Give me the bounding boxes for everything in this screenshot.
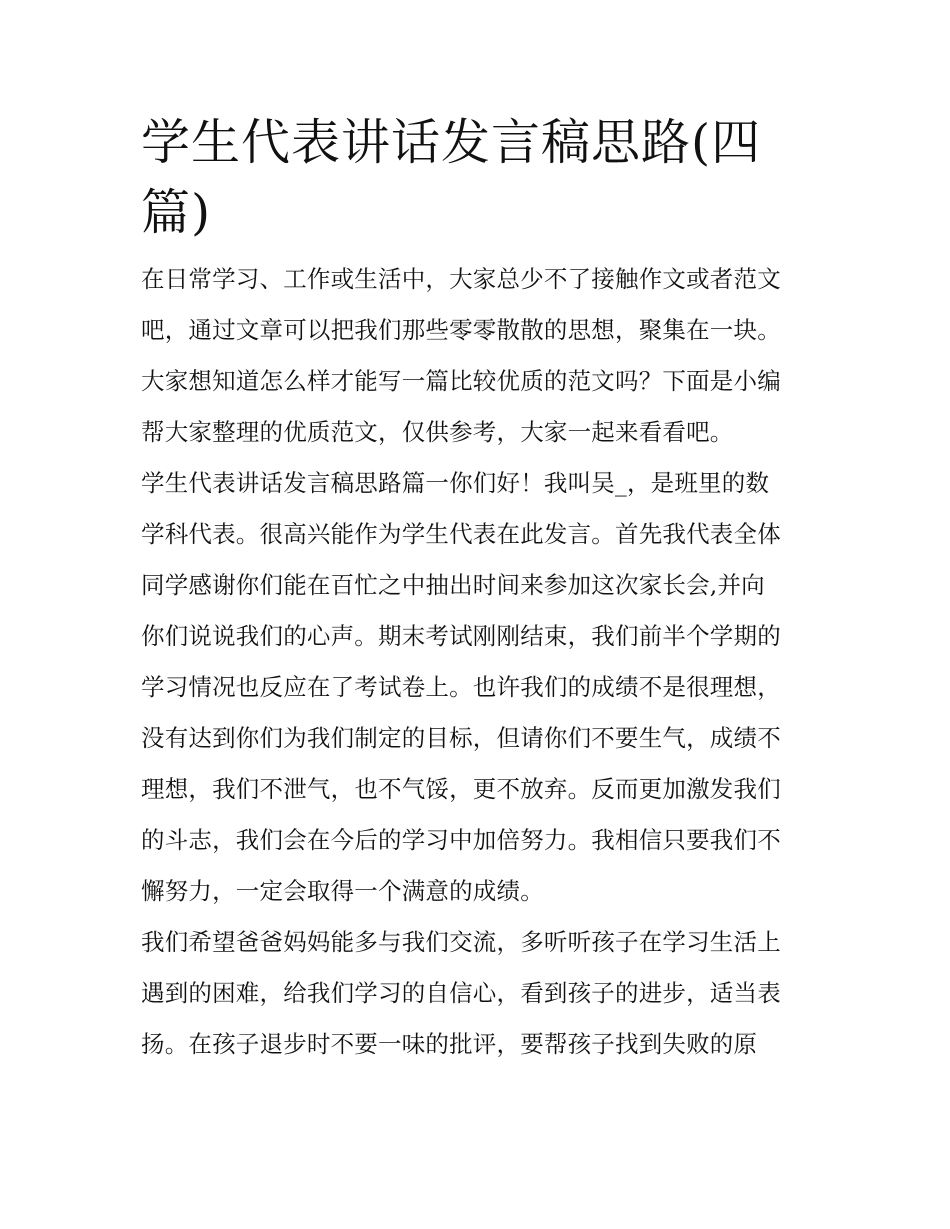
text-line: 理想，我们不泄气，也不气馁，更不放弃。反而更加激发我们 [141, 775, 781, 803]
document-title [141, 108, 813, 254]
text-line: 同学感谢你们能在百忙之中抽出时间来参加这次家长会,并向 [141, 571, 765, 599]
text-line: 的斗志，我们会在今后的学习中加倍努力。我相信只要我们不 [141, 826, 781, 854]
intro-paragraph [141, 254, 813, 458]
text-line: 大家想知道怎么样才能写一篇比较优质的范文吗？下面是小编 [141, 367, 781, 395]
speech-paragraph-1 [141, 458, 813, 917]
text-line: 遇到的困难，给我们学习的自信心，看到孩子的进步，适当表 [141, 979, 781, 1007]
text-line: 懈努力，一定会取得一个满意的成绩。 [141, 877, 544, 905]
document-body [141, 108, 813, 1070]
text-line: 在日常学习、工作或生活中，大家总少不了接触作文或者范文 [141, 265, 781, 293]
text-line: 学习情况也反应在了考试卷上。也许我们的成绩不是很理想， [141, 673, 781, 701]
text-line: 你们说说我们的心声。期末考试刚刚结束，我们前半个学期的 [141, 622, 781, 650]
text-line: 我们希望爸爸妈妈能多与我们交流，多听听孩子在学习生活上 [141, 928, 781, 956]
text-line: 学科代表。很高兴能作为学生代表在此发言。首先我代表全体 [141, 520, 781, 548]
text-line: 没有达到你们为我们制定的目标，但请你们不要生气，成绩不 [141, 724, 781, 752]
title-line: 篇) [141, 184, 212, 241]
text-line: 扬。在孩子退步时不要一味的批评，要帮孩子找到失败的原 [141, 1030, 758, 1058]
title-line: 学生代表讲话发言稿思路(四 [141, 114, 762, 171]
text-line: 吧，通过文章可以把我们那些零零散散的思想，聚集在一块。 [141, 316, 781, 344]
speech-paragraph-2 [141, 917, 813, 1070]
text-line: 学生代表讲话发言稿思路篇一你们好！我叫吴_，是班里的数 [141, 469, 770, 497]
text-line: 帮大家整理的优质范文，仅供参考，大家一起来看看吧。 [141, 418, 734, 446]
